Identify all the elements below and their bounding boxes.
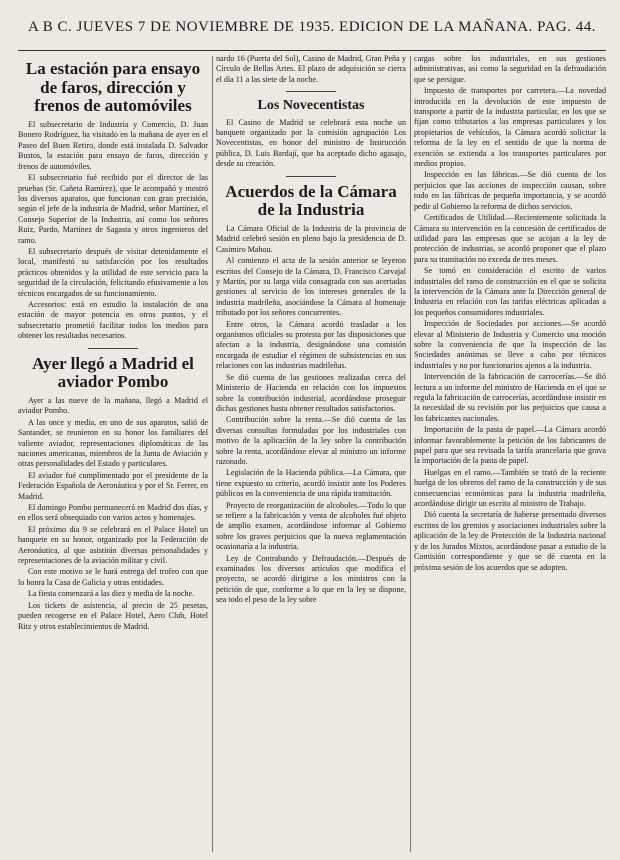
article-paragraph: Proyecto de reorganización de alcoholes.—Todo lo que se refiere a la fabricación y venta de alcoholes fué objeto de amplio examen, acordándose informar al Gobierno sobre los graves perjuicios que la nueva reglamentación ocasionaría a la industria. [216,500,406,552]
article-paragraph: Contribución sobre la renta.—Se dió cuenta de las diversas consultas formuladas por los industriales con motivo de la aplicación de la ley sobre la contribución sobre la renta, acordándose elevar al ministro un informe razonado. [216,415,406,466]
article-paragraph: La fiesta comenzará a las diez y media de la noche. [28,589,195,599]
headline-novecentistas: Los Novecentistas [257,98,365,114]
column-1 [18,54,208,854]
column-2 [216,54,406,854]
article-paragraph: Dió cuenta la secretaría de haberse presentado diversos escritos de los gremios y asociaciones industriales sobre la aplicación de la ley de Protección de la Industria nacional y de los Jurados Mixtos, acordándose pasar a estudio de la Comisión correspondiente y que se dé cuenta en la próxima sesión de los acuerdos que se adopten. [414,510,606,572]
article-paragraph: Se dió cuenta de las gestiones realizadas cerca del Ministerio de Hacienda en relación con los impuestos sobre la contribución industrial, acordándose proseguir dichas gestiones hasta obtener resultados satisfactorios. [216,372,406,413]
headline-estacion-ensayo: La estación para ensayo de faros, dirección y frenos de automóviles [25,59,201,116]
article-separator [88,348,138,349]
article-paragraph: Legislación de la Hacienda pública.—La Cámara, que tiene expuesto su criterio, acordó insistir ante los Poderes públicos en la conveniencia de una rápida tramitación. [216,468,406,499]
article-paragraph: Impuesto de transportes por carretera.—La novedad introducida en la devolución de este impuesto de transporte a partir de la industria particular, en los que se fijan como tributarios a las empresas particulares y los propietarios de vehículos, la Cámara acordó solicitar la reforma de la ley en el sentido de que la norma de exención se extienda a los transportes particulares por medios propios. [414,86,606,169]
article-paragraph: Entre otros, la Cámara acordó trasladar a los organismos oficiales su protesta por las disposiciones que afectan a la industria, designándose una comisión encargada de estudiar el régimen de subsistencias en sus relaciones con las industrias madrileñas. [216,319,406,371]
article-paragraph: El subsecretario fué recibido por el director de las pruebas (Sr. Cañeta Ramírez), que le acompañó y mostró los diversos aparatos, que funcionan con gran precisión, según el jefe de la industria de Madrid, señor Martínez, el Consejo Superior de la Industria, así como los señores Ruiz, Pardo, Martínez de Sagasta y otros ingenieros del ramo. [18,173,208,245]
column-divider-2 [410,56,411,852]
article-paragraph: El Casino de Madrid se celebrará esta noche un banquete organizado por la comisión agrupación Los Novecentistas, en honor del ministro de Instrucción pública, D. Luis Bardají, que ha aceptado dicho agasajo, desde su creación. [216,117,406,169]
newspaper-page [18,0,606,860]
article-paragraph: El próximo día 9 se celebrará en el Palace Hotel un banquete en su honor, organizado por la Federación de Aeronáutica, al que asistirán diversas personalidades y representaciones de la aviación militar y civil. [18,524,208,566]
article-paragraph: El subsecretario de Industria y Comercio, D. Juan Bonero Rodríguez, ha visitado en la mañana de ayer en el Paseo del Buen Retiro, donde está instalada D. Salvador Bustos, la estación para ensayo de faros, dirección y frenos de automóviles. [18,120,208,171]
article-paragraph: Importación de la pasta de papel.—La Cámara acordó informar favorablemente la petición de los fabricantes de papel para que sea revisada la tarifa arancelaria que grava la importación de la pasta de papel. [414,425,606,466]
article-paragraph: Al comienzo el acta de la sesión anterior se leyeron escritos del Consejo de la Cámara, D. Francisco Carvajal y Martín, por su larga vida consagrada con sus acertadas gestiones al servicio de los intereses generales de la industria madrileña, asociándose la Cámara al homenaje tributado por los señores concurrentes. [216,256,406,318]
article-paragraph: Inspección en las fábricas.—Se dió cuenta de los perjuicios que las acciones de inspección causan, sobre todo en las fábricas de pequeña importancia, y se acordó pedir al Gobierno la reforma de dichos servicios. [414,170,606,211]
article-paragraph: A las once y media, en uno de sus aparatos, salió de Santander, se reunieron en su honor los familiares del valiente aviador, representaciones diplomáticas de las naciones americanas, miembros de la Junta de Aviación y otras personalidades del Estado y particulares. [18,417,208,469]
page-header: A B C. JUEVES 7 DE NOVIEMBRE DE 1935. EDICION DE LA MAÑANA. PAG. 44. [27,19,597,35]
article-paragraph: Ley de Contrabando y Defraudación.—Después de examinados los diversos artículos que modifica el proyecto, se acordó dirigirse a los ministros con la petición de que, conforme a lo que en la ley se dispone, sea todo el peso de la ley sobre [216,553,406,605]
article-separator [286,91,336,92]
article-paragraph: El aviador fué cumplimentado por el presidente de la Federación Española de Aeronáutica y por el Sr. Ferrer, en Madrid. [18,470,208,501]
article-paragraph: Ayer a las nueve de la mañana, llegó a Madrid el aviador Pombo. [18,395,208,416]
article-paragraph: El subsecretario después de visitar detenidamente el local, manifestó su satisfacción por los resultados prácticos obtenidos y la utilidad de este servicio para la seguridad de la circulación, felicitando efusivamente a los técnicos encargados de su funcionamiento. [18,246,208,298]
article-paragraph: Los tickets de asistencia, al precio de 25 pesetas, pueden recogerse en el Palace Hotel, Aero Club, Hotel Ritz y otros establecimientos de Madrid. [18,600,208,631]
article-paragraph: Accesorios: está en estudio la instalación de una estación de mayor potencia en otros puntos, y el subsecretario prometió facilitar todos los medios para obtener los resultados necesarios. [18,299,208,341]
article-paragraph: Se tomó en consideración el escrito de varios industriales del ramo de construcción en el que se solicita la intervención de la Cámara ante la Dirección general de Industria en relación con las tarifas eléctricas aplicadas a los pequeños consumidores industriales. [414,266,606,317]
article-continuation: nardo 16 (Puerta del Sol), Casino de Madrid, Gran Peña y Círculo de Bellas Artes. El plazo de adquisición se cierra el día 11 a las siete de la noche. [216,54,406,84]
header-rule [18,50,606,51]
article-paragraph: Inspección de Sociedades por acciones.—Se acordó elevar al Ministerio de Industria y Comercio una moción sobre la conveniencia de que la inspección de las Sociedades anónimas se lleve a cabo por técnicos industriales y no por funcionarios ajenos a la industria. [414,319,606,370]
article-paragraph: Con este motivo se le hará entrega del trofeo con que lo honra la Casa de Galicia y otras entidades. [18,567,208,587]
article-separator [286,176,336,177]
article-paragraph: Huelgas en el ramo.—También se trató de la reciente huelga de los obreros del ramo de la construcción y de sus consecuencias económicas para la industria madrileña, acordándose dirigir un escrito al ministro de Trabajo. [414,467,606,509]
article-paragraph: cargas sobre los industriales, en sus gestiones administrativas, así como la seguridad en la defraudación que se persigue. [414,54,606,84]
article-paragraph: El domingo Pombo permanecerá en Madrid dos días, y en ellos será obsequiado con varios actos y homenajes. [18,503,208,523]
headline-aviador-pombo: Ayer llegó a Madrid el aviador Pombo [32,353,194,392]
article-paragraph: Intervención de la fabricación de carrocerías.—Se dió lectura a un informe del ministro de Hacienda en el que se regula la fabricación de carrocerías, acordándose insistir en la necesidad de su revisión por los perjuicios que causa a los fabricantes nacionales. [414,372,606,423]
article-paragraph: Certificados de Utilidad.—Recientemente solicitada la Cámara su intervención en la concesión de certificados de utilidad para las empresas que se acojan a la ley de protección de industrias, se acordó proponer que el plazo para su tramitación no exceda de tres meses. [414,213,606,264]
headline-camara-industria: Acuerdos de la Cámara de la Industria [225,181,397,220]
column-divider-1 [212,56,213,852]
article-paragraph: La Cámara Oficial de la Industria de la provincia de Madrid celebró sesión en pleno bajo la presidencia de D. Casimiro Mahou. [216,224,406,254]
column-3 [414,54,606,854]
